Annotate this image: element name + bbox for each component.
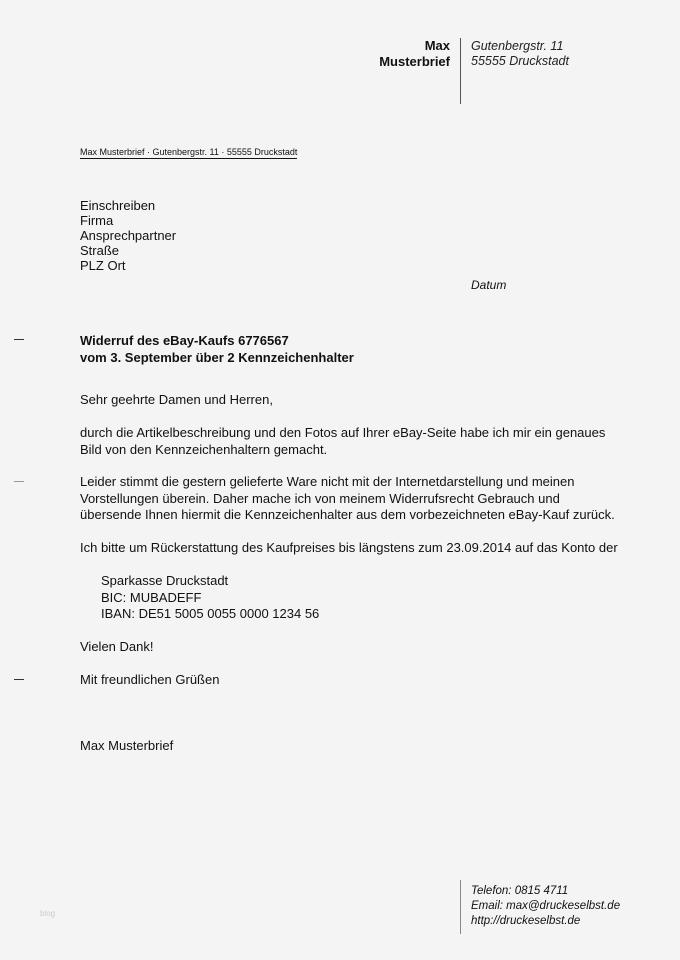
salutation: Sehr geehrte Damen und Herren,	[80, 392, 273, 407]
footer-email: Email: max@druckeselbst.de	[471, 900, 621, 912]
sender-name	[340, 38, 450, 70]
name-last: Musterbrief	[379, 54, 450, 69]
footer-contact	[471, 884, 620, 929]
recipient-line: Ansprechpartner	[80, 228, 177, 243]
recipient-line: Straße	[80, 243, 120, 258]
header-divider	[460, 38, 461, 104]
recipient-line: PLZ Ort	[80, 258, 126, 273]
bank-bic: BIC: MUBADEFF	[101, 589, 202, 605]
sender-address	[471, 39, 569, 69]
subject	[80, 333, 620, 366]
punch-mark	[14, 481, 24, 482]
closing: Mit freundlichen Grüßen	[80, 672, 220, 687]
fold-mark	[14, 679, 24, 680]
city: 55555 Druckstadt	[471, 54, 569, 68]
name-first: Max	[424, 38, 450, 53]
signature: Max Musterbrief	[80, 738, 174, 753]
bank-iban: IBAN: DE51 5005 0055 0000 1234 56	[101, 606, 320, 621]
paragraph: Ich bitte um Rückerstattung des Kaufpreises bis längstens zum 23.09.2014 auf das Konto der	[80, 540, 618, 555]
bank-name: Sparkasse Druckstadt	[101, 573, 229, 588]
sender-return-line: Max Musterbrief · Gutenbergstr. 11 · 55555 Druckstadt	[80, 147, 298, 157]
footer-website: http://druckeselbst.de	[471, 915, 581, 927]
fold-mark	[14, 339, 24, 340]
watermark: blog	[40, 909, 56, 918]
recipient-line: Einschreiben	[80, 198, 156, 213]
thanks: Vielen Dank!	[80, 639, 154, 654]
recipient-line: Firma	[80, 213, 114, 228]
date-label: Datum	[471, 278, 507, 292]
subject-line: Widerruf des eBay-Kaufs 6776567	[80, 333, 289, 348]
footer-phone: Telefon: 0815 4711	[471, 885, 569, 897]
paragraph: durch die Artikelbeschreibung und den Fotos auf Ihrer eBay-Seite habe ich mir ein genaues Bild von den Kennzeichenhaltern gemacht.	[80, 425, 606, 457]
paragraph: Leider stimmt die gestern gelieferte Ware nicht mit der Internetdarstellung und meinen Vorstellungen überein. Daher mache ich von meinem Widerrufsrecht Gebrauch und übersende Ihnen hiermit die Kennzeichenhalter aus dem vorbezeichneten eBay-Kauf zurück.	[80, 474, 615, 522]
street: Gutenbergstr. 11	[471, 39, 564, 53]
subject-line: vom 3. September über 2 Kennzeichenhalter	[80, 349, 354, 365]
bank-details	[101, 573, 319, 623]
footer-divider	[460, 880, 461, 934]
recipient-block	[80, 198, 176, 273]
